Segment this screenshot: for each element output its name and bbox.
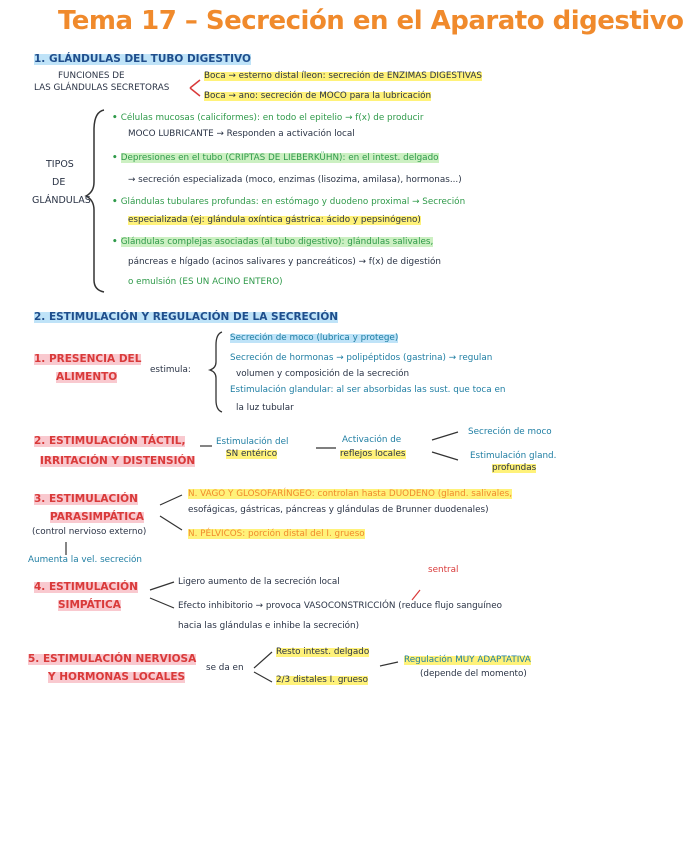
- tipos-label-2: DE: [52, 177, 66, 188]
- tipo-1-line-b: MOCO LUBRICANTE → Responden a activación local: [128, 129, 355, 139]
- s5-right-1: Regulación MUY ADAPTATIVA: [404, 655, 531, 665]
- s1-bullet-3b: la luz tubular: [236, 403, 294, 413]
- tipo-4-line-b: páncreas e hígado (acinos salivares y pancreáticos) → f(x) de digestión: [128, 257, 441, 267]
- s5-label-2: Y HORMONAS LOCALES: [48, 671, 186, 683]
- s2-result-1: Secreción de moco: [468, 427, 552, 437]
- s2-mid2-1: Activación de: [342, 435, 402, 445]
- tipo-2-line-a: • Depresiones en el tubo (CRIPTAS DE LIEBERKÜHN): en el intest. delgado: [112, 153, 439, 163]
- section1-heading: 1. GLÁNDULAS DEL TUBO DIGESTIVO: [34, 53, 251, 65]
- s3-below: Aumenta la vel. secreción: [28, 555, 142, 565]
- s2-result-2b: profundas: [492, 463, 537, 473]
- s5-label-1: 5. ESTIMULACIÓN NERVIOSA: [28, 653, 197, 665]
- tipo-3-line-a: • Glándulas tubulares profundas: en estómago y duodeno proximal → Secreción: [112, 197, 466, 207]
- s1-label-1: 1. PRESENCIA DEL: [34, 353, 142, 365]
- funciones-label-2: LAS GLÁNDULAS SECRETORAS: [34, 83, 170, 93]
- s3-right-1a: N. VAGO Y GLOSOFARÍNGEO: controlan hasta DUODENO (gland. salivales,: [188, 489, 513, 499]
- tipo-3-line-b: especializada (ej: glándula oxíntica gástrica: ácido y pepsinógeno): [128, 215, 421, 225]
- s4-right-1: Ligero aumento de la secreción local: [178, 577, 340, 587]
- s4-label-1: 4. ESTIMULACIÓN: [34, 581, 138, 593]
- funcion-moco: Boca → ano: secreción de MOCO para la lubricación: [204, 91, 432, 101]
- s1-bullet-3a: Estimulación glandular: al ser absorbidas las sust. que toca en: [230, 385, 506, 395]
- page-title: Tema 17 – Secreción en el Aparato digestivo: [58, 6, 684, 36]
- section2-heading: 2. ESTIMULACIÓN Y REGULACIÓN DE LA SECRECIÓN: [34, 311, 339, 323]
- s5-mid-2: 2/3 distales I. grueso: [276, 675, 368, 685]
- s2-mid2-2: reflejos locales: [340, 449, 406, 459]
- s2-mid-1: Estimulación del: [216, 437, 289, 447]
- s4-label-2: SIMPÁTICA: [58, 599, 121, 611]
- s4-right-2a: Efecto inhibitorio → provoca VASOCONSTRICCIÓN (reduce flujo sanguíneo: [178, 601, 503, 611]
- s1-label-2: ALIMENTO: [56, 371, 118, 383]
- tipo-4-line-a: • Glándulas complejas asociadas (al tubo digestivo): glándulas salivales,: [112, 237, 434, 247]
- s1-bullet-2b: volumen y composición de la secreción: [236, 369, 410, 379]
- s1-bullet-2a: Secreción de hormonas → polipéptidos (gastrina) → regulan: [230, 353, 493, 363]
- tipo-1-line-a: • Células mucosas (caliciformes): en todo el epitelio → f(x) de producir: [112, 113, 424, 123]
- tipo-4-line-c: o emulsión (ES UN ACINO ENTERO): [128, 277, 283, 287]
- s3-right-1b: esofágicas, gástricas, páncreas y glándulas de Brunner duodenales): [188, 505, 489, 515]
- s1-bullet-1: Secreción de moco (lubrica y protege): [230, 333, 399, 343]
- s2-result-2a: Estimulación gland.: [470, 451, 557, 461]
- tipos-label-3: GLÁNDULAS: [32, 195, 91, 206]
- funcion-enzimas: Boca → esterno distal íleon: secreción de ENZIMAS DIGESTIVAS: [204, 71, 482, 81]
- s5-mid-1: Resto intest. delgado: [276, 647, 370, 657]
- s2-label-2: IRRITACIÓN Y DISTENSIÓN: [40, 455, 196, 467]
- s3-label-1: 3. ESTIMULACIÓN: [34, 493, 138, 505]
- s3-label-2: PARASIMPÁTICA: [50, 511, 144, 523]
- tipo-2-line-b: → secreción especializada (moco, enzimas (lisozima, amilasa), hormonas...): [128, 175, 462, 185]
- s2-mid-2: SN entérico: [226, 449, 278, 459]
- s3-right-2: N. PÉLVICOS: porción distal del I. grueso: [188, 529, 365, 539]
- tipos-label-1: TIPOS: [46, 159, 74, 170]
- estimula-label: estimula:: [150, 365, 191, 375]
- s5-right-2: (depende del momento): [420, 669, 527, 679]
- s5-se-da-en: se da en: [206, 663, 244, 673]
- s4-right-2b: hacia las glándulas e inhibe la secreción): [178, 621, 360, 631]
- s4-note: sentral: [428, 565, 459, 575]
- funciones-label-1: FUNCIONES DE: [58, 71, 125, 81]
- s2-label-1: 2. ESTIMULACIÓN TÁCTIL,: [34, 435, 186, 447]
- s3-label-3: (control nervioso externo): [32, 527, 147, 537]
